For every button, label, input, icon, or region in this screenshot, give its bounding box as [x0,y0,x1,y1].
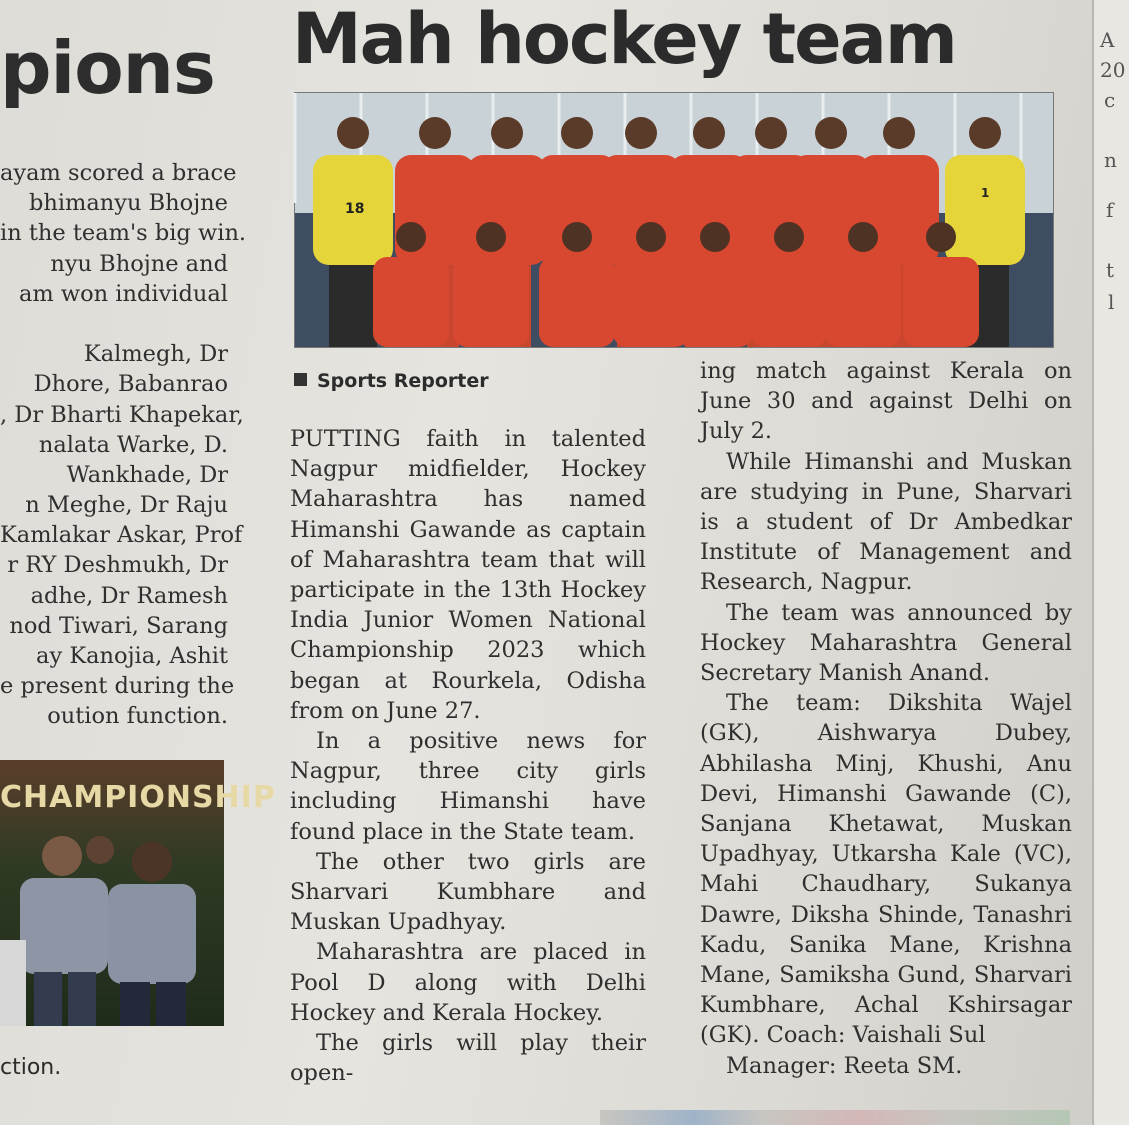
team-photo-drawing [295,93,1053,347]
text-line: am won individual [18,280,228,307]
left-article-body [0,158,247,732]
text-line: adhe, Dr Ramesh [30,582,228,609]
paragraph: In a positive news for Nagpur, three city girls including Himanshi have found place in the State team. [290,728,646,845]
text-line: oution function. [47,703,228,730]
text-line: nod Tiwari, Sarang [9,612,228,639]
article-middle-column [290,424,646,1088]
player-jersey [751,257,827,347]
text-line: Dhore, Babanrao [33,371,228,398]
text-line: ayam scored a brace [0,160,237,186]
text-line: ay Kanojia, Ashit [36,643,228,669]
player-jersey [453,257,529,347]
left-article-headline: pions [0,26,215,110]
text-line: Kamlakar Askar, Prof [0,522,243,549]
text-line: nyu Bhojne and [50,250,228,277]
player-head [561,117,593,149]
people-silhouettes [0,760,276,1026]
player-jersey [825,257,901,347]
player-head [562,222,592,252]
player-jersey [903,257,979,347]
player-head [396,222,426,252]
player-head [848,222,878,252]
paragraph: The other two girls are Sharvari Kumbhare and Muskan Upadhyay. [290,848,646,936]
text-line [0,309,228,339]
byline [294,366,554,396]
player-head [774,222,804,252]
paragraph: PUTTING faith in talented Nagpur midfielder, Hockey Maharashtra has named Himanshi Gawande as captain of Maharashtra team that will participate in the 13th Hockey India Junior Women National Championship 2023 which began at Rourkela, Odisha from on June 27. [290,426,646,724]
paragraph: The team was announced by Hockey Maharashtra General Secretary Manish Anand. [700,599,1072,687]
player-head [419,117,451,149]
player-jersey [677,257,753,347]
page-title: Mah hockey team [292,0,956,80]
player-head [693,117,725,149]
jersey-number: 1 [981,186,990,200]
player-head [700,222,730,252]
jersey-number: 18 [345,201,365,217]
player-head [926,222,956,252]
text-line: bhimanyu Bhojne [28,190,228,217]
player-head [337,117,369,149]
player-shorts [329,265,377,347]
team-photo [294,92,1054,348]
photo-banner: CHAMPIONSHIP [0,780,276,815]
player-jersey [467,155,547,265]
paragraph: Maharashtra are placed in Pool D along with Delhi Hockey and Kerala Hockey. [290,939,646,1026]
text-line: , Dr Bharti Khapekar, [0,401,244,428]
player-head [625,117,657,149]
player-jersey [539,257,615,347]
player-head [491,117,523,149]
paragraph: The team: Dikshita Wajel (GK), Aishwarya Dubey, Abhilasha Minj, Khushi, Anu Devi, Himanshi Gawande (C), Sanjana Khetawat, Muskan Upadhyay, Utkarsha Kale (VC), Mahi Chaudhary, Sukanya Dawre, Diksha Shinde, Tanashri Kadu, Sanika Mane, Krishna Mane, Samiksha Gund, Sharvari Kumbhare, Achal Kshirsagar (GK). Coach: Vaishali Sul [700,690,1072,1049]
player-head [883,117,915,149]
championship-photo [0,760,276,1026]
page-gutter: A 20 c n f t l [1092,0,1129,1125]
paragraph: Manager: Reeta SM. [726,1052,963,1079]
player-head [636,222,666,252]
left-caption: ction. [0,1055,62,1080]
player-jersey [373,257,449,347]
paragraph: While Himanshi and Muskan are studying in Pune, Sharvari is a student of Dr Ambedkar Institute of Management and Research, Nagpur. [700,448,1072,596]
text-line: e present during the [0,673,235,700]
player-head [476,222,506,252]
player-jersey [945,155,1025,265]
player-head [815,117,847,149]
text-line: Kalmegh, Dr [83,341,228,368]
player-head [969,117,1001,149]
text-line: r RY Deshmukh, Dr [7,552,228,579]
paragraph: The girls will play their open- [290,1030,646,1087]
bottom-color-strip [600,1110,1070,1125]
byline-square-icon [294,373,307,386]
paragraph: ing match against Kerala on June 30 and against Delhi on July 2. [700,358,1072,445]
byline-text: Sports Reporter [317,370,489,392]
text-line: in the team's big win. [0,220,247,247]
text-line: n Meghe, Dr Raju [25,492,228,519]
text-line: nalata Warke, D. [38,431,228,458]
player-head [755,117,787,149]
text-line: Wankhade, Dr [66,461,228,488]
article-right-column [700,356,1072,1081]
